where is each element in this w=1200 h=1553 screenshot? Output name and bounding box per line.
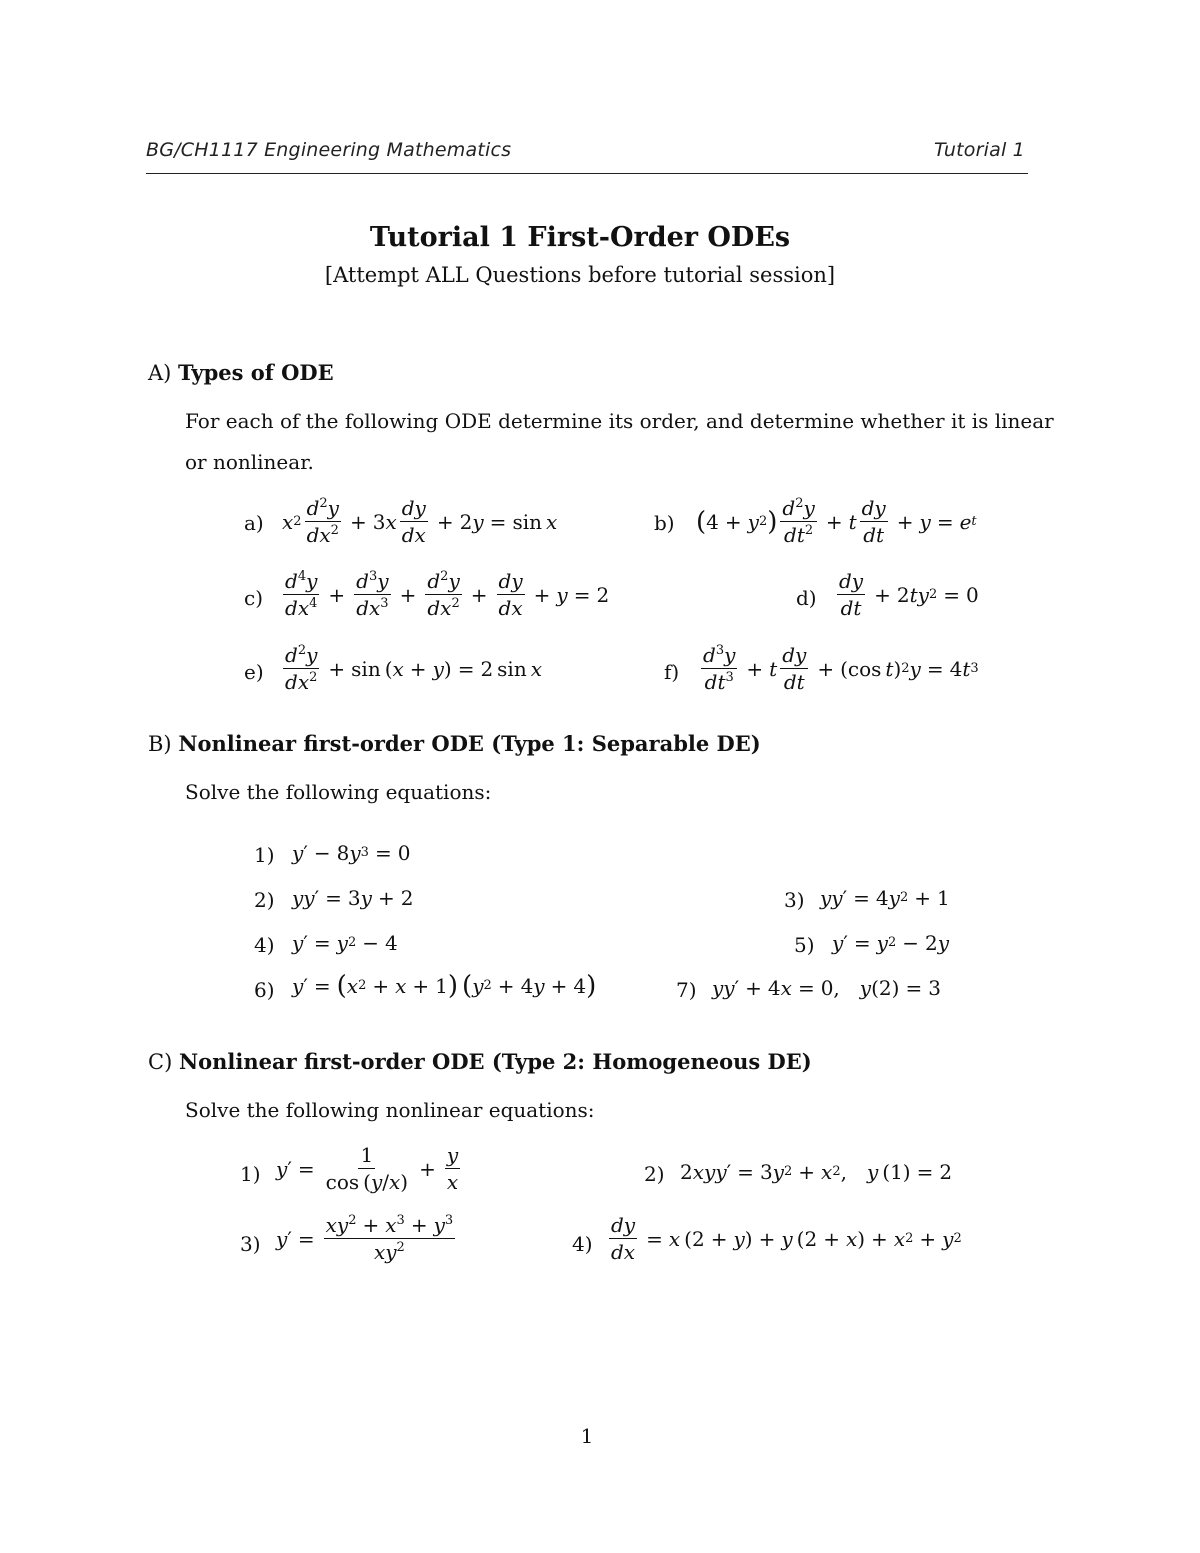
item-b5-label: 5) bbox=[794, 933, 815, 957]
equation-f: $\frac{d^3y}{dt^3}$ + t $\frac{dy}{dt}$ + (cos t ) 2 y = 4 t 3 bbox=[703, 643, 979, 694]
section-c-label: C) bbox=[148, 1050, 173, 1074]
section-c-title: Nonlinear first-order ODE (Type 2: Homogeneous DE) bbox=[178, 1049, 812, 1074]
equation-d: $\frac{dy}{dt}$ + 2 ty 2 = 0 bbox=[839, 569, 979, 620]
section-a-title: Types of ODE bbox=[178, 360, 334, 385]
equation-b2: yy ′ = 3 y + 2 bbox=[292, 886, 414, 910]
page-number: 1 bbox=[580, 1424, 594, 1448]
item-c4-label: 4) bbox=[572, 1232, 593, 1256]
item-c1-label: 1) bbox=[240, 1162, 261, 1186]
page-subtitle: [Attempt ALL Questions before tutorial session] bbox=[324, 263, 836, 287]
equation-b4: y ′ = y 2 − 4 bbox=[292, 931, 398, 955]
item-b3-label: 3) bbox=[784, 888, 805, 912]
section-b-label: B) bbox=[148, 732, 172, 756]
equation-c3: y ′ = $\frac{xy^2 + x^3 + y^3}{xy^2}$ bbox=[276, 1213, 454, 1264]
equation-b1: y ′ − 8 y 3 = 0 bbox=[292, 841, 411, 865]
item-b7-label: 7) bbox=[676, 978, 697, 1002]
page-title: Tutorial 1 First-Order ODEs bbox=[369, 222, 791, 253]
section-c-heading bbox=[148, 1049, 812, 1074]
section-b-heading bbox=[148, 731, 761, 756]
equation-a: x 2 $\frac{d^2y}{dx^2}$ + 3 x $\frac{dy}{dx}$ + 2 y = sin x bbox=[282, 496, 558, 547]
item-f-label: f) bbox=[664, 660, 680, 684]
item-c2-label: 2) bbox=[644, 1162, 665, 1186]
section-a-heading bbox=[148, 360, 334, 385]
equation-e: $\frac{d^2y}{dx^2}$ + sin ( x + y ) = 2 sin x bbox=[285, 643, 542, 694]
section-b-instruction: Solve the following equations: bbox=[185, 780, 492, 804]
item-b1-label: 1) bbox=[254, 843, 275, 867]
item-b2-label: 2) bbox=[254, 888, 275, 912]
item-c3-label: 3) bbox=[240, 1232, 261, 1256]
item-a-label: a) bbox=[244, 511, 264, 535]
header-course: BG/CH1117 Engineering Mathematics bbox=[146, 139, 512, 161]
item-b6-label: 6) bbox=[254, 978, 275, 1002]
equation-b5: y ′ = y 2 − 2 y bbox=[832, 931, 950, 955]
equation-b6: y ′ = ( x 2 + x + 1 ) ( y 2 + 4 y + 4 ) bbox=[292, 971, 597, 1001]
equation-b7: yy ′ + 4 x = 0, y (2) = 3 bbox=[712, 976, 941, 1000]
equation-c4: $\frac{dy}{dx}$ = x (2 + y ) + y (2 + x ) + x 2 + y 2 bbox=[611, 1213, 962, 1264]
section-a-label: A) bbox=[148, 361, 172, 385]
section-c-instruction: Solve the following nonlinear equations: bbox=[185, 1098, 595, 1122]
item-d-label: d) bbox=[796, 586, 817, 610]
item-c-label: c) bbox=[244, 586, 264, 610]
item-e-label: e) bbox=[244, 660, 264, 684]
section-a-instruction-1: For each of the following ODE determine its order, and determine whether it is linear bbox=[185, 409, 1054, 433]
equation-c: $\frac{d^4y}{dx^4}$ + $\frac{d^3y}{dx^3}$ + $\frac{d^2y}{dx^2}$ + $\frac{dy}{dx}$ + y = 2 bbox=[285, 569, 610, 620]
equation-c1: y ′ = $\frac{1}{\cos (y/x)}$ + $\frac{y}{x}$ bbox=[276, 1143, 459, 1194]
section-b-title: Nonlinear first-order ODE (Type 1: Separable DE) bbox=[178, 731, 761, 756]
equation-b: ( 4 + y 2 ) $\frac{d^2y}{dt^2}$ + t $\frac{dy}{dt}$ + y = e t bbox=[696, 496, 977, 547]
header-tutorial: Tutorial 1 bbox=[934, 139, 1025, 161]
section-a-instruction-2: or nonlinear. bbox=[185, 450, 314, 474]
equation-c2: 2 xyy ′ = 3 y 2 + x 2 , y (1) = 2 bbox=[680, 1160, 953, 1184]
header-rule bbox=[146, 173, 1028, 174]
item-b4-label: 4) bbox=[254, 933, 275, 957]
equation-b3: yy ′ = 4 y 2 + 1 bbox=[820, 886, 950, 910]
item-b-label: b) bbox=[654, 511, 675, 535]
